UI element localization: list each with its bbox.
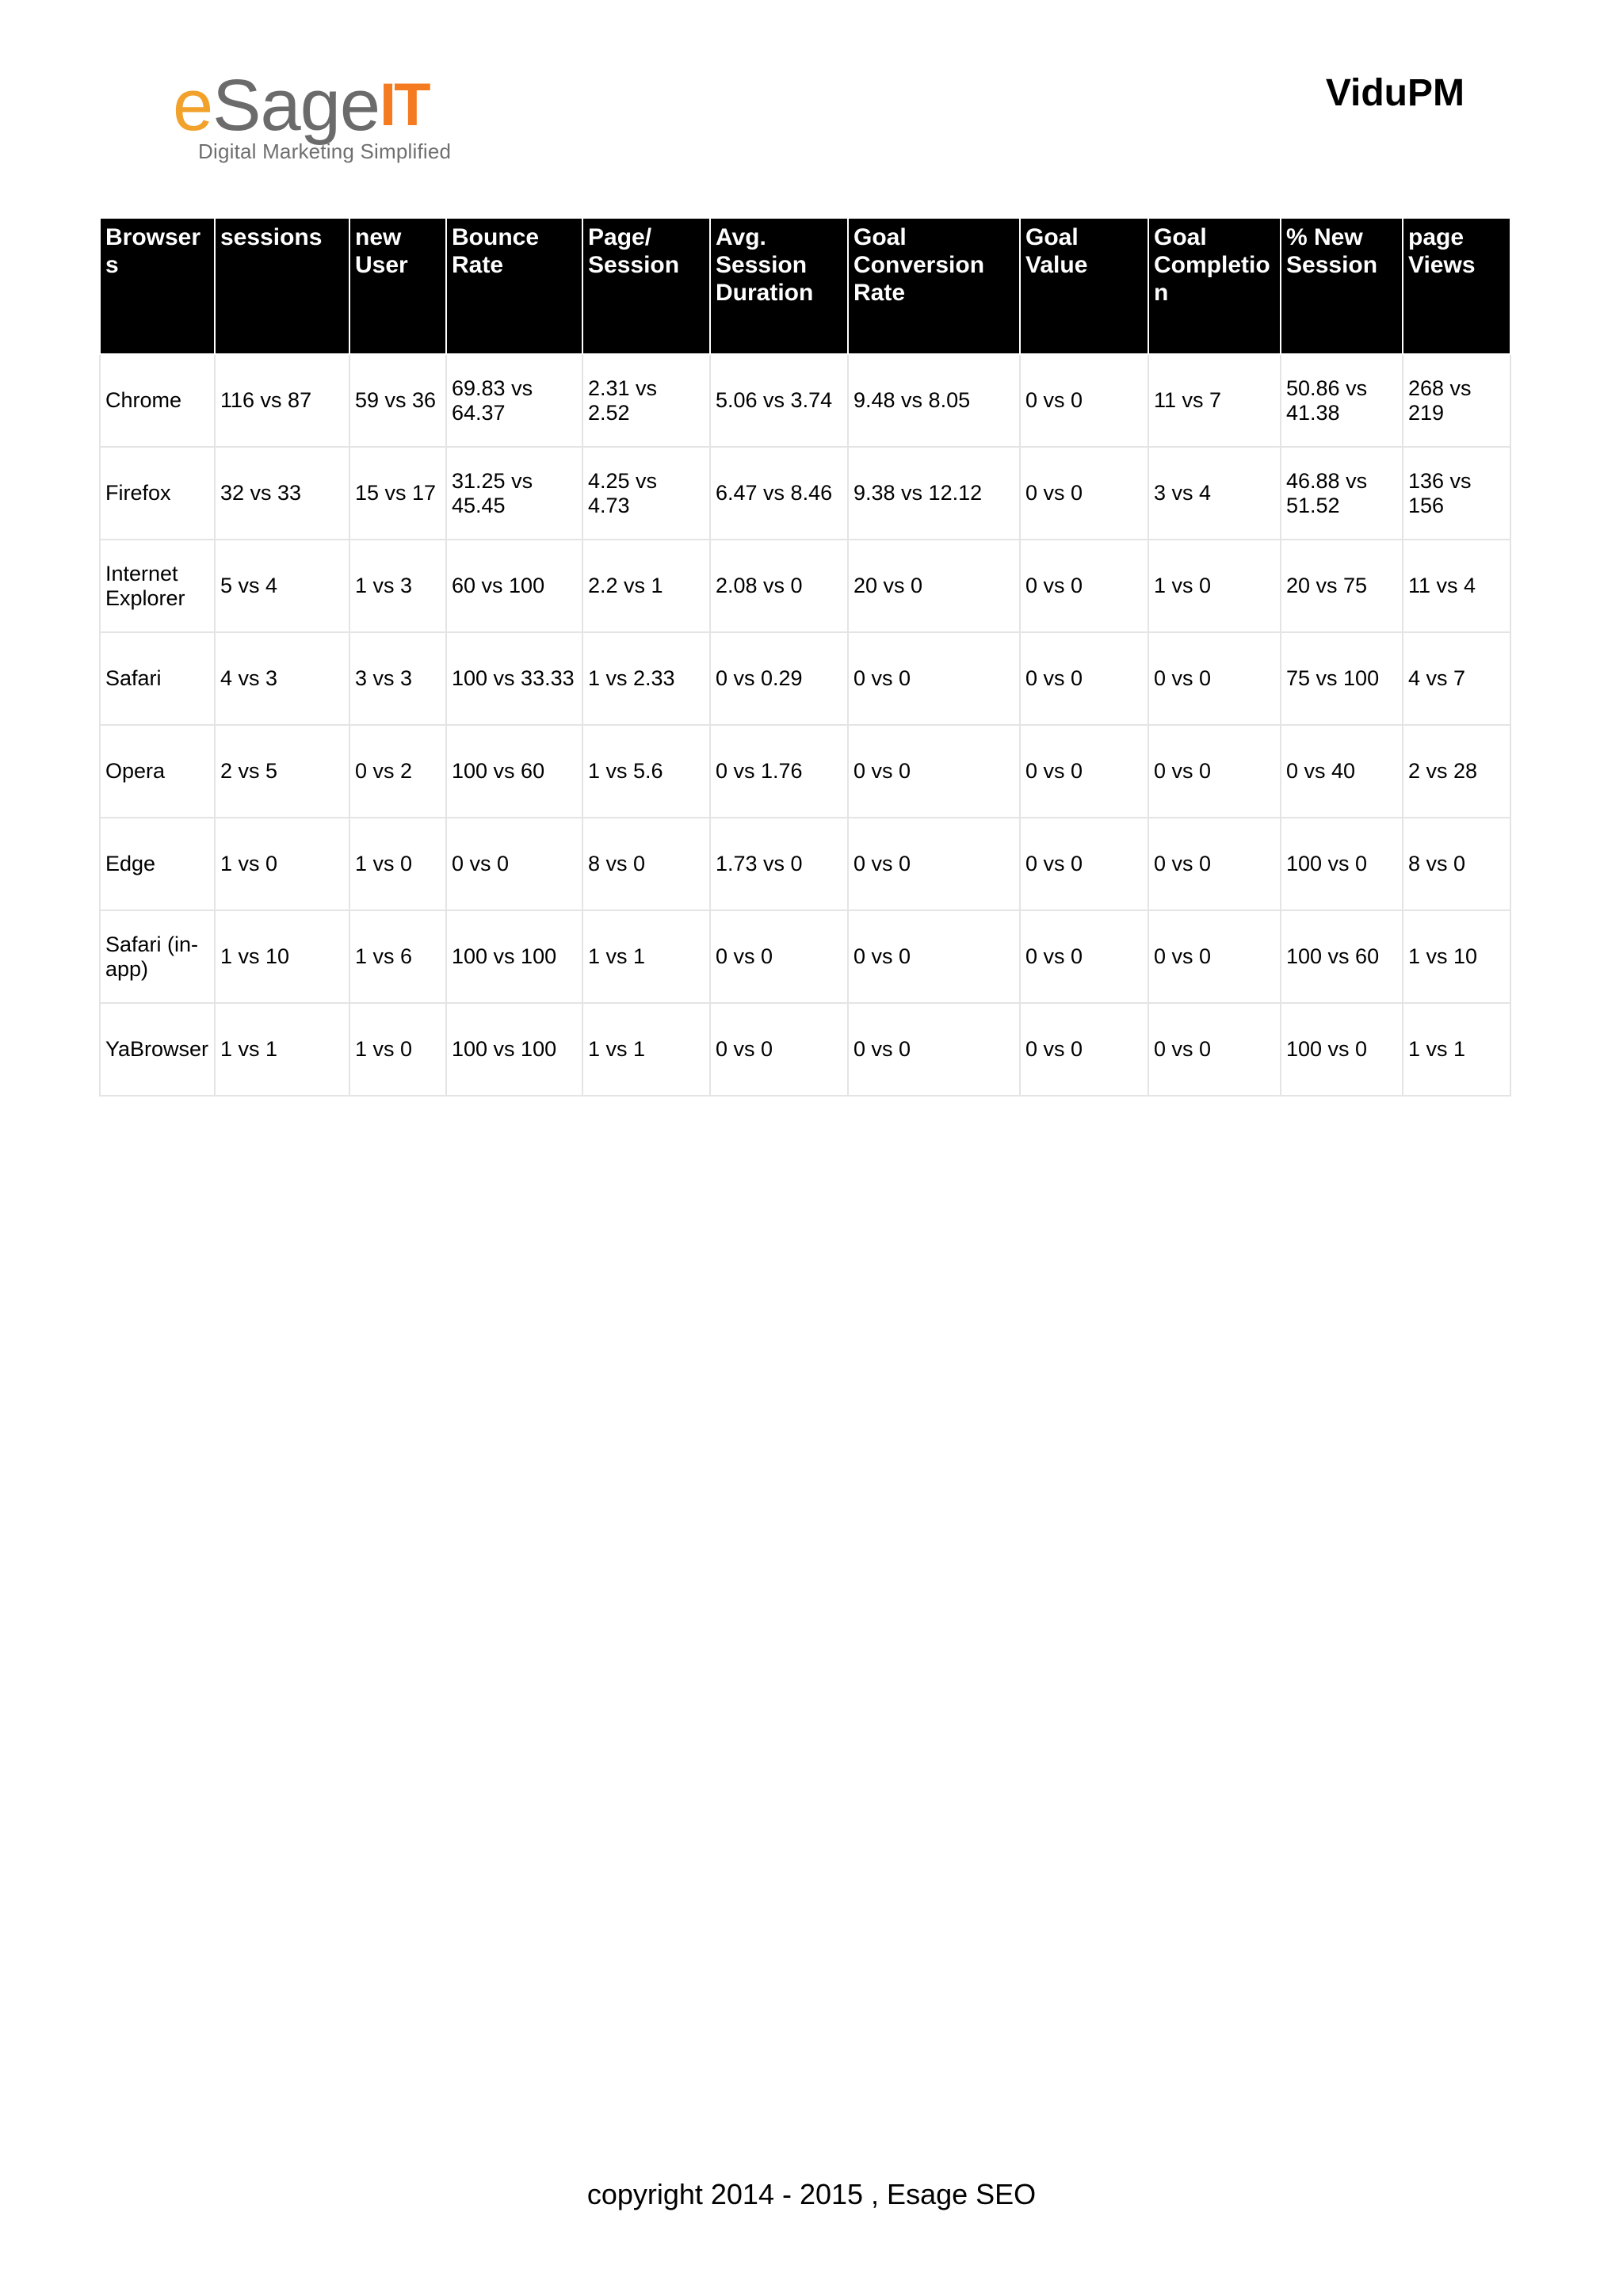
browser-report-table [99, 217, 1511, 1097]
metric-cell: 100 vs 60 [1281, 910, 1403, 1003]
metric-cell: 0 vs 0 [848, 632, 1020, 725]
column-header: % New Session [1281, 218, 1403, 354]
metric-cell: 20 vs 75 [1281, 540, 1403, 632]
metric-cell: 0 vs 0 [848, 1003, 1020, 1096]
metric-cell: 1 vs 3 [349, 540, 446, 632]
metric-cell: 2.31 vs 2.52 [582, 354, 710, 447]
metric-cell: 0 vs 0 [446, 818, 582, 910]
metric-cell: 32 vs 33 [215, 447, 349, 540]
column-header: Avg. Session Duration [710, 218, 848, 354]
table-row [100, 818, 1510, 910]
table-body [100, 354, 1510, 1096]
metric-cell: 0 vs 0 [1148, 1003, 1281, 1096]
metric-cell: 1 vs 1 [582, 1003, 710, 1096]
column-header: Browsers [100, 218, 215, 354]
metric-cell: 0 vs 0 [1148, 818, 1281, 910]
logo-tagline: Digital Marketing Simplified [198, 139, 452, 163]
metric-cell: 0 vs 2 [349, 725, 446, 818]
metric-cell: 100 vs 0 [1281, 1003, 1403, 1096]
metric-cell: 2.2 vs 1 [582, 540, 710, 632]
table-row [100, 354, 1510, 447]
metric-cell: 100 vs 100 [446, 910, 582, 1003]
metric-cell: 1 vs 0 [1148, 540, 1281, 632]
metric-cell: 2 vs 5 [215, 725, 349, 818]
metric-cell: 0 vs 0 [848, 910, 1020, 1003]
metric-cell: 0 vs 0 [848, 725, 1020, 818]
table-row [100, 540, 1510, 632]
metric-cell: 50.86 vs 41.38 [1281, 354, 1403, 447]
metric-cell: 5 vs 4 [215, 540, 349, 632]
metric-cell: 0 vs 0 [1020, 354, 1148, 447]
column-header: Page/ Session [582, 218, 710, 354]
metric-cell: 0 vs 0 [1148, 725, 1281, 818]
metric-cell: 1 vs 0 [349, 818, 446, 910]
metric-cell: 1 vs 5.6 [582, 725, 710, 818]
metric-cell: 5.06 vs 3.74 [710, 354, 848, 447]
metric-cell: 60 vs 100 [446, 540, 582, 632]
metric-cell: 1 vs 1 [215, 1003, 349, 1096]
metric-cell: 268 vs 219 [1403, 354, 1510, 447]
logo-wordmark: eSageIT [173, 65, 429, 146]
metric-cell: 69.83 vs 64.37 [446, 354, 582, 447]
column-header: Goal Completion [1148, 218, 1281, 354]
metric-cell: 1.73 vs 0 [710, 818, 848, 910]
browser-name-cell: YaBrowser [100, 1003, 215, 1096]
metric-cell: 1 vs 2.33 [582, 632, 710, 725]
browser-name-cell: Chrome [100, 354, 215, 447]
browser-name-cell: Safari (in-app) [100, 910, 215, 1003]
metric-cell: 100 vs 33.33 [446, 632, 582, 725]
metric-cell: 100 vs 60 [446, 725, 582, 818]
column-header: page Views [1403, 218, 1510, 354]
metric-cell: 1 vs 10 [1403, 910, 1510, 1003]
table-row [100, 910, 1510, 1003]
metric-cell: 0 vs 0.29 [710, 632, 848, 725]
metric-cell: 0 vs 0 [1020, 540, 1148, 632]
metric-cell: 3 vs 3 [349, 632, 446, 725]
metric-cell: 1 vs 0 [215, 818, 349, 910]
metric-cell: 6.47 vs 8.46 [710, 447, 848, 540]
browser-name-cell: Edge [100, 818, 215, 910]
site-name: ViduPM [1325, 72, 1465, 114]
metric-cell: 1 vs 10 [215, 910, 349, 1003]
browser-name-cell: Opera [100, 725, 215, 818]
footer-copyright: copyright 2014 - 2015 , Esage SEO [586, 2178, 1037, 2210]
metric-cell: 0 vs 0 [1148, 632, 1281, 725]
metric-cell: 4.25 vs 4.73 [582, 447, 710, 540]
metric-cell: 100 vs 0 [1281, 818, 1403, 910]
metric-cell: 31.25 vs 45.45 [446, 447, 582, 540]
metric-cell: 9.48 vs 8.05 [848, 354, 1020, 447]
metric-cell: 0 vs 0 [1020, 725, 1148, 818]
metric-cell: 0 vs 0 [1020, 447, 1148, 540]
metric-cell: 0 vs 0 [1020, 632, 1148, 725]
browser-name-cell: Safari [100, 632, 215, 725]
column-header: sessions [215, 218, 349, 354]
metric-cell: 116 vs 87 [215, 354, 349, 447]
metric-cell: 0 vs 0 [710, 910, 848, 1003]
metric-cell: 0 vs 0 [848, 818, 1020, 910]
metric-cell: 0 vs 0 [1148, 910, 1281, 1003]
metric-cell: 0 vs 0 [710, 1003, 848, 1096]
metric-cell: 9.38 vs 12.12 [848, 447, 1020, 540]
metric-cell: 11 vs 7 [1148, 354, 1281, 447]
column-header: Goal Value [1020, 218, 1148, 354]
metric-cell: 4 vs 3 [215, 632, 349, 725]
metric-cell: 2.08 vs 0 [710, 540, 848, 632]
metric-cell: 0 vs 40 [1281, 725, 1403, 818]
metric-cell: 4 vs 7 [1403, 632, 1510, 725]
table-row [100, 447, 1510, 540]
metric-cell: 100 vs 100 [446, 1003, 582, 1096]
metric-cell: 11 vs 4 [1403, 540, 1510, 632]
metric-cell: 1 vs 1 [582, 910, 710, 1003]
metric-cell: 8 vs 0 [1403, 818, 1510, 910]
table-row [100, 632, 1510, 725]
table-row [100, 725, 1510, 818]
metric-cell: 0 vs 0 [1020, 1003, 1148, 1096]
metric-cell: 0 vs 0 [1020, 910, 1148, 1003]
metric-cell: 1 vs 1 [1403, 1003, 1510, 1096]
metric-cell: 59 vs 36 [349, 354, 446, 447]
table-header-row [100, 218, 1510, 354]
metric-cell: 2 vs 28 [1403, 725, 1510, 818]
metric-cell: 136 vs 156 [1403, 447, 1510, 540]
esageit-logo [173, 65, 498, 173]
metric-cell: 3 vs 4 [1148, 447, 1281, 540]
metric-cell: 1 vs 0 [349, 1003, 446, 1096]
column-header: Goal Conversion Rate [848, 218, 1020, 354]
metric-cell: 0 vs 1.76 [710, 725, 848, 818]
column-header: Bounce Rate [446, 218, 582, 354]
browser-name-cell: Firefox [100, 447, 215, 540]
metric-cell: 20 vs 0 [848, 540, 1020, 632]
table-row [100, 1003, 1510, 1096]
metric-cell: 15 vs 17 [349, 447, 446, 540]
metric-cell: 1 vs 6 [349, 910, 446, 1003]
column-header: new User [349, 218, 446, 354]
metric-cell: 8 vs 0 [582, 818, 710, 910]
metric-cell: 0 vs 0 [1020, 818, 1148, 910]
metric-cell: 75 vs 100 [1281, 632, 1403, 725]
browser-name-cell: Internet Explorer [100, 540, 215, 632]
metric-cell: 46.88 vs 51.52 [1281, 447, 1403, 540]
